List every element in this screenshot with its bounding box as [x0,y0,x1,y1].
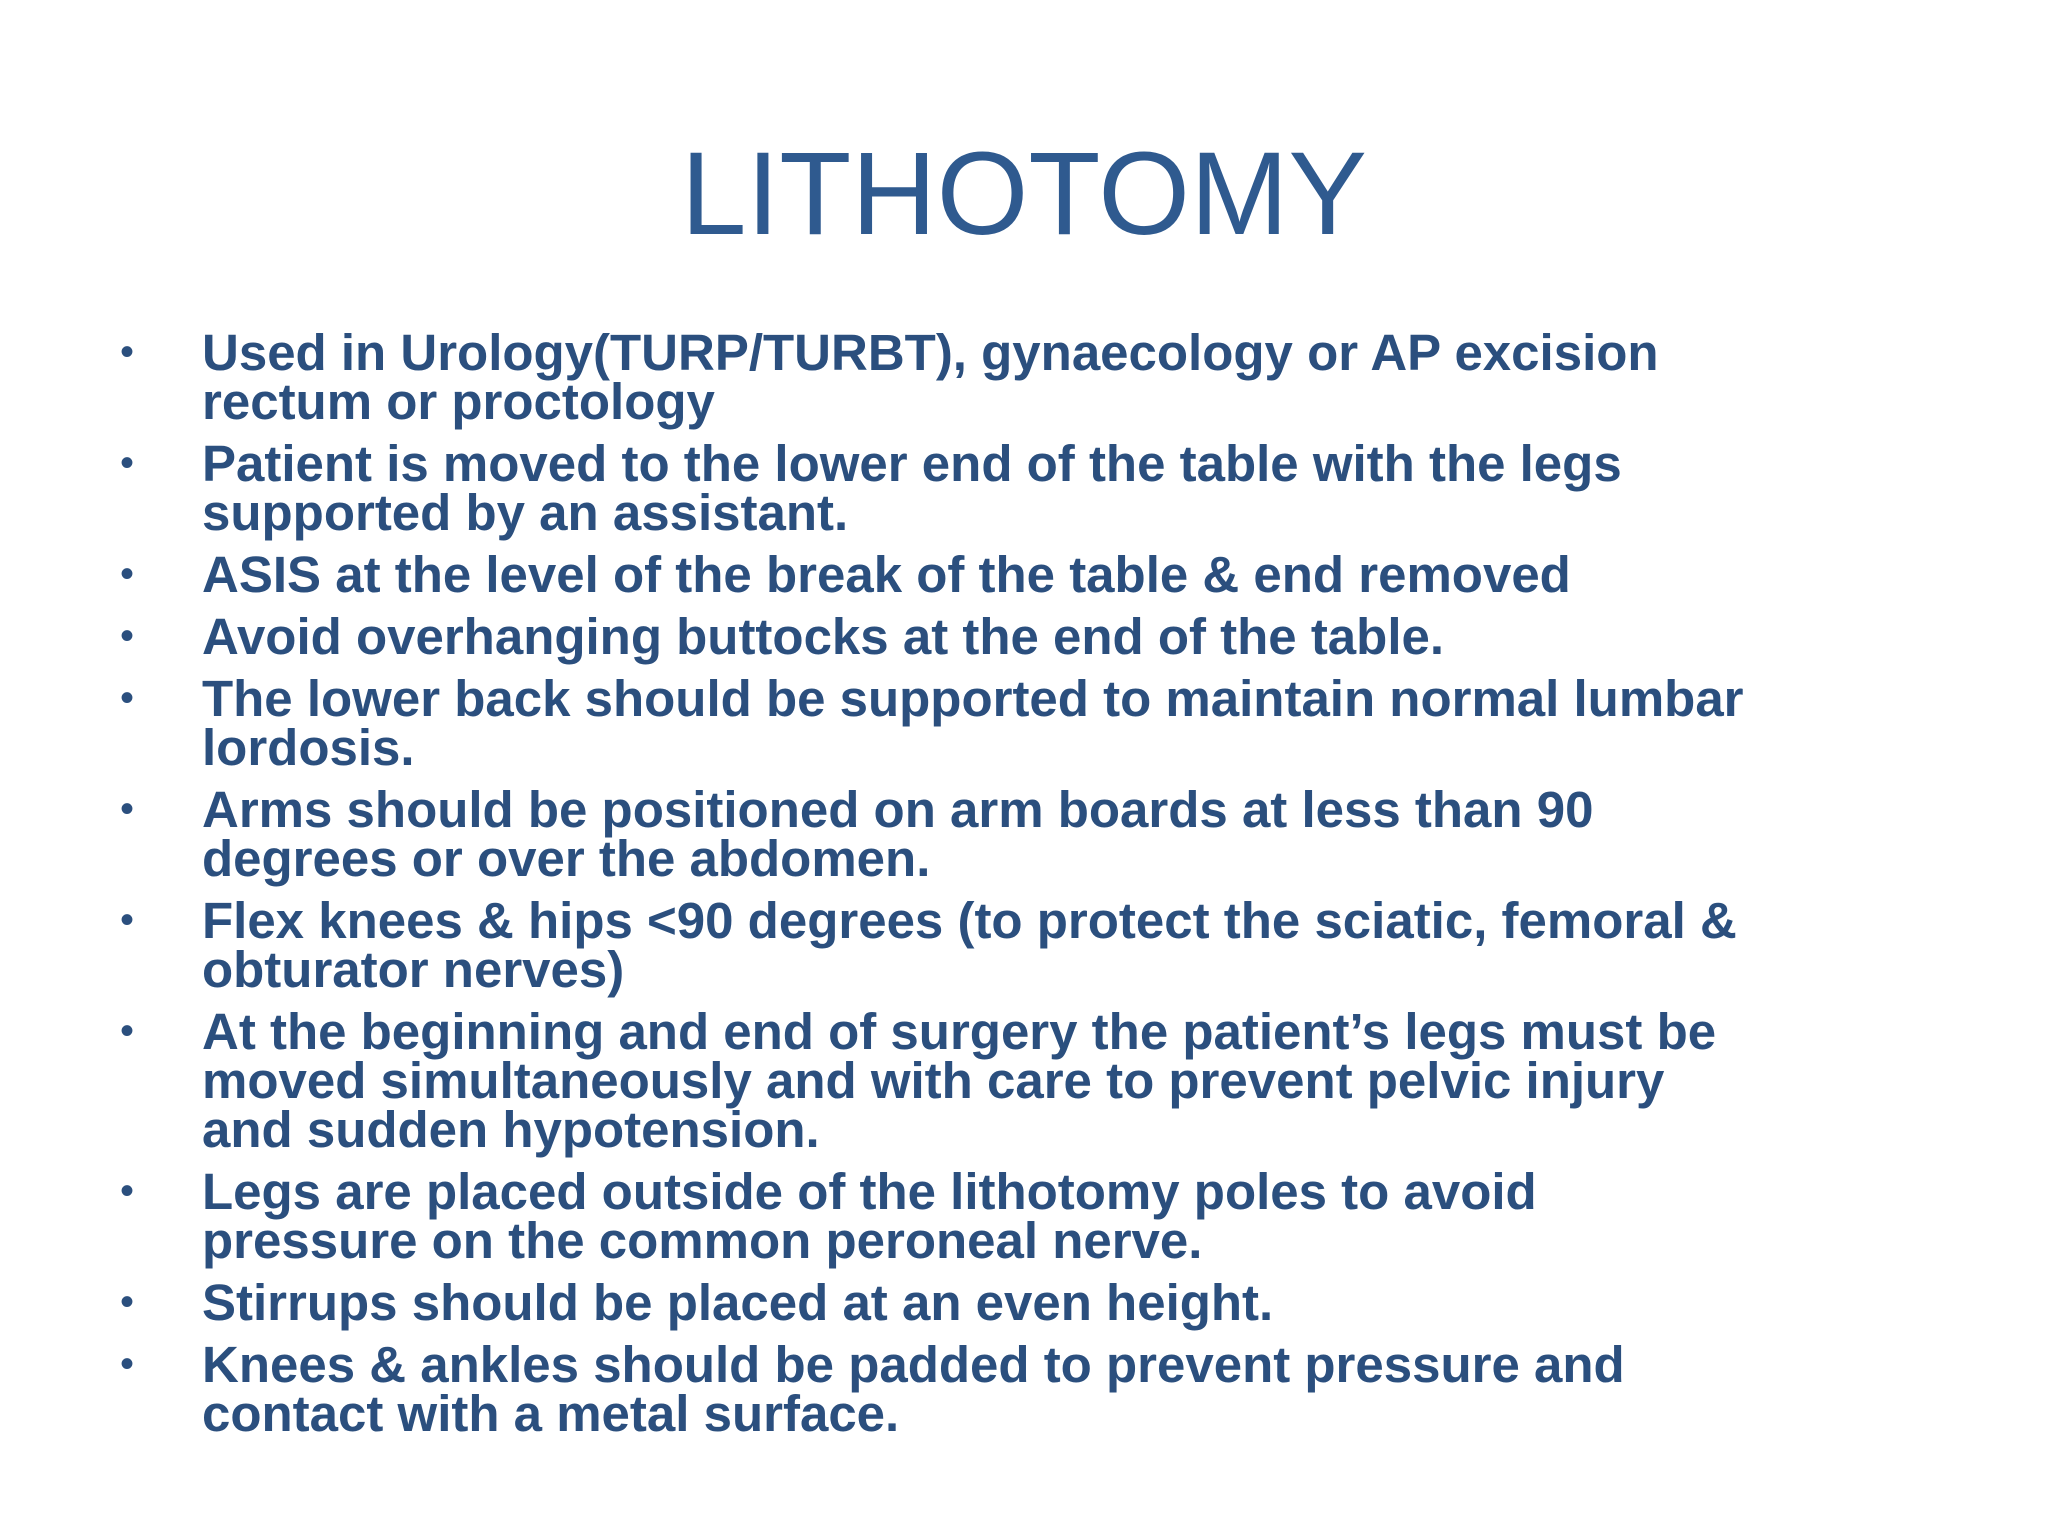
bullet-item [120,1163,1820,1269]
bullet-text: Used in Urology(TURP/TURBT), gynaecology or AP excision rectum or proctology [202,324,1659,430]
bullet-icon: • [120,1009,135,1053]
bullet-icon: • [120,1169,135,1213]
bullet-item [120,1336,1820,1442]
bullet-icon: • [120,441,135,485]
bullet-item [120,1003,1820,1158]
bullet-text: Stirrups should be placed at an even height. [202,1274,1274,1331]
bullet-item [120,608,1820,665]
bullet-text: Flex knees & hips <90 degrees (to protect the sciatic, femoral & obturator nerves) [202,892,1737,998]
bullet-text: Patient is moved to the lower end of the table with the legs supported by an assistant. [202,435,1622,541]
bullet-icon: • [120,614,135,658]
bullet-item [120,892,1820,998]
bullet-text: Legs are placed outside of the lithotomy poles to avoid pressure on the common peroneal nerve. [202,1163,1537,1269]
bullet-icon: • [120,552,135,596]
bullet-icon: • [120,1280,135,1324]
bullet-text: At the beginning and end of surgery the patient’s legs must be moved simultaneously and with care to prevent pelvic injury and sudden hypotension. [202,1003,1717,1158]
bullet-text: Arms should be positioned on arm boards at less than 90 degrees or over the abdomen. [202,781,1594,887]
bullet-item [120,1274,1820,1331]
bullet-text: ASIS at the level of the break of the table & end removed [202,546,1571,603]
bullet-icon: • [120,1342,135,1386]
bullet-list [120,324,1820,1451]
bullet-item [120,546,1820,603]
bullet-icon: • [120,898,135,942]
bullet-icon: • [120,676,135,720]
bullet-item [120,435,1820,541]
bullet-item [120,670,1820,776]
slide-title: LITHOTOMY [680,128,1368,260]
bullet-text: Knees & ankles should be padded to prevent pressure and contact with a metal surface. [202,1336,1625,1442]
bullet-item [120,324,1820,430]
bullet-icon: • [120,787,135,831]
bullet-item [120,781,1820,887]
bullet-icon: • [120,330,135,374]
bullet-text: The lower back should be supported to maintain normal lumbar lordosis. [202,670,1744,776]
bullet-text: Avoid overhanging buttocks at the end of the table. [202,608,1445,665]
